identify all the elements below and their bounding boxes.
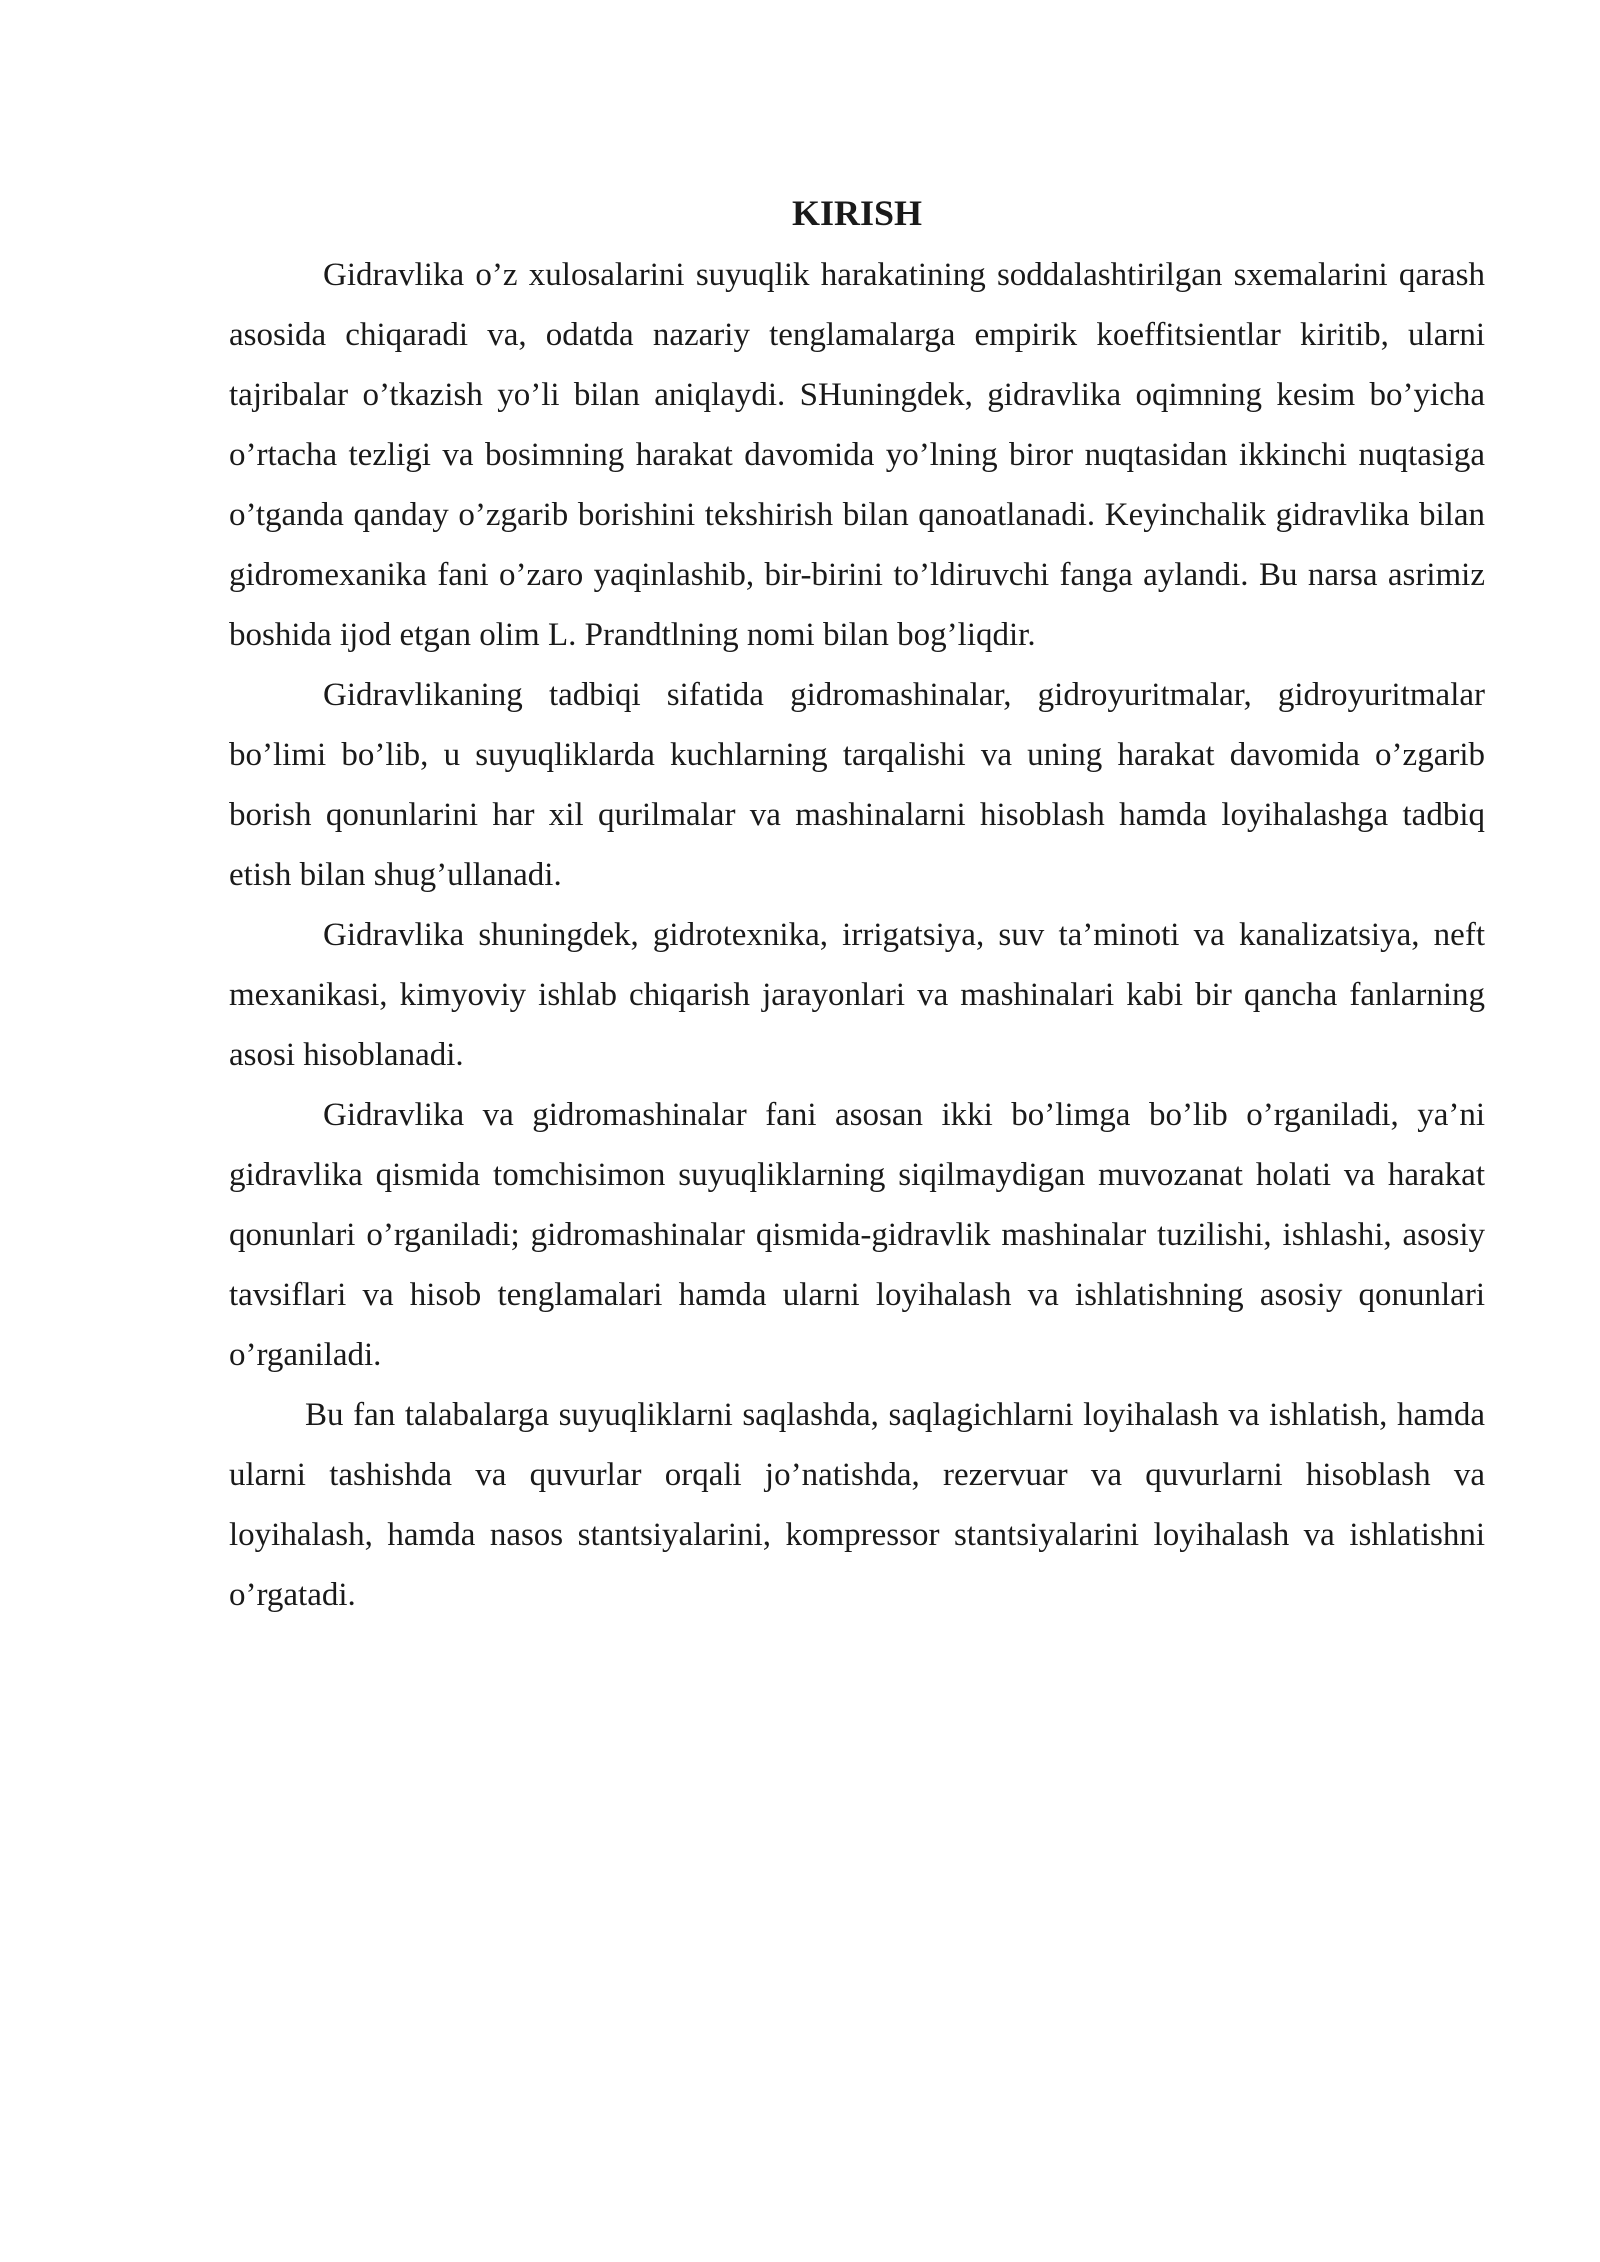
paragraph-5: Bu fan talabalarga suyuqliklarni saqlashda, saqlagichlarni loyihalash va ishlatish, hamda ularni tashishda va quvurlar orqali jo’natishda, rezervuar va quvurlarni hisoblash va loyihalash, hamda nasos stantsiyalarini, kompressor stantsiyalarini loyihalash va ishlatishni o’rgatadi. — [229, 1397, 1485, 1613]
page-title: KIRISH — [791, 193, 923, 233]
document-body — [229, 185, 1485, 1625]
paragraph-2: Gidravlikaning tadbiqi sifatida gidromashinalar, gidroyuritmalar, gidroyuritmalar bo’limi bo’lib, u suyuqliklarda kuchlarning tarqalishi va uning harakat davomida o’zgarib borish qonunlarini har xil qurilmalar va mashinalarni hisoblash hamda loyihalashga tadbiq etish bilan shug’ullanadi. — [229, 677, 1485, 893]
paragraph-1: Gidravlika o’z xulosalarini suyuqlik harakatining soddalashtirilgan sxemalarini qarash asosida chiqaradi va, odatda nazariy tenglamalarga empirik koeffitsientlar kiritib, ularni tajribalar o’tkazish yo’li bilan aniqlaydi. SHuningdek, gidravlika oqimning kesim bo’yicha o’rtacha tezligi va bosimning harakat davomida yo’lning biror nuqtasidan ikkinchi nuqtasiga o’tganda qanday o’zgarib borishini tekshirish bilan qanoatlanadi. Keyinchalik gidravlika bilan gidromexanika fani o’zaro yaqinlashib, bir-birini to’ldiruvchi fanga aylandi. Bu narsa asrimiz boshida ijod etgan olim L. Prandtlning nomi bilan bog’liqdir. — [229, 257, 1485, 653]
paragraph-4: Gidravlika va gidromashinalar fani asosan ikki bo’limga bo’lib o’rganiladi, ya’ni gidravlika qismida tomchisimon suyuqliklarning siqilmaydigan muvozanat holati va harakat qonunlari o’rganiladi; gidromashinalar qismida-gidravlik mashinalar tuzilishi, ishlashi, asosiy tavsiflari va hisob tenglamalari hamda ularni loyihalash va ishlatishning asosiy qonunlari o’rganiladi. — [229, 1097, 1485, 1373]
paragraph-3: Gidravlika shuningdek, gidrotexnika, irrigatsiya, suv ta’minoti va kanalizatsiya, neft mexanikasi, kimyoviy ishlab chiqarish jarayonlari va mashinalari kabi bir qancha fanlarning asosi hisoblanadi. — [229, 917, 1485, 1073]
